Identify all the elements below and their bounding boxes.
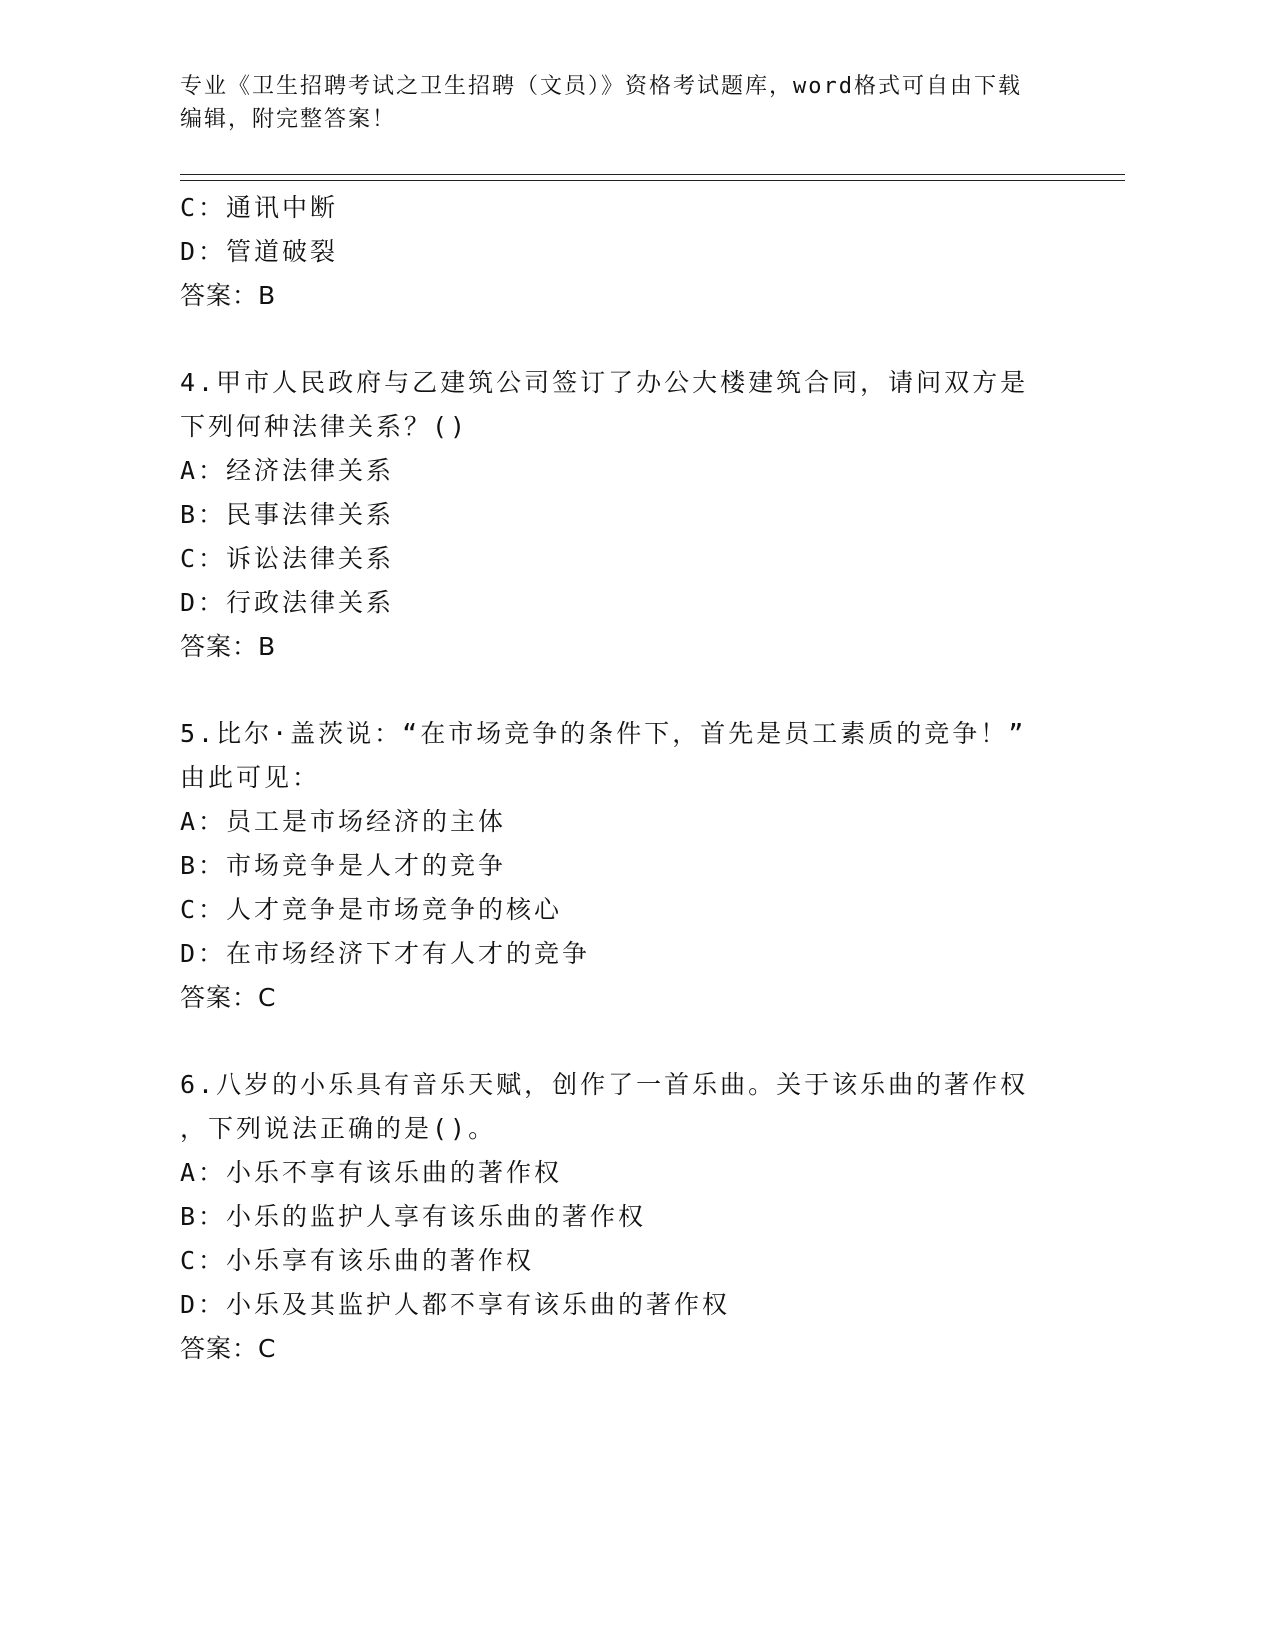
answer: 答案：B [180, 281, 277, 310]
question-text-line-1: 5.比尔·盖茨说：“在市场竞争的条件下，首先是员工素质的竞争！” [180, 719, 1027, 748]
header-line-2: 编辑，附完整答案！ [180, 107, 397, 132]
spacer [180, 318, 1080, 361]
option-d: D：行政法律关系 [180, 588, 395, 617]
answer: 答案：C [180, 983, 277, 1012]
option-c: C：小乐享有该乐曲的著作权 [180, 1246, 535, 1275]
option-a: A：员工是市场经济的主体 [180, 807, 507, 836]
question-text-line-2: ，下列说法正确的是()。 [180, 1114, 497, 1143]
answer: 答案：C [180, 1334, 277, 1363]
option-a: A：小乐不享有该乐曲的著作权 [180, 1158, 563, 1187]
option-c: C：通讯中断 [180, 193, 339, 222]
question-3-tail [180, 186, 1080, 318]
option-d: D：管道破裂 [180, 237, 339, 266]
question-list [180, 186, 1080, 1371]
option-d: D：在市场经济下才有人才的竞争 [180, 939, 591, 968]
option-c: C：诉讼法律关系 [180, 544, 395, 573]
header-divider-top [180, 174, 1125, 175]
header-divider-bottom [180, 180, 1125, 181]
question-4 [180, 361, 1080, 669]
question-text-line-1: 6.八岁的小乐具有音乐天赋，创作了一首乐曲。关于该乐曲的著作权 [180, 1070, 1029, 1099]
option-a: A：经济法律关系 [180, 456, 395, 485]
question-6 [180, 1063, 1080, 1371]
question-5 [180, 712, 1080, 1020]
document-header [180, 70, 1050, 136]
option-c: C：人才竞争是市场竞争的核心 [180, 895, 563, 924]
question-text-line-2: 由此可见： [180, 763, 321, 792]
spacer [180, 1020, 1080, 1063]
header-line-1: 专业《卫生招聘考试之卫生招聘（文员）》资格考试题库，word格式可自由下载 [180, 74, 1022, 99]
spacer [180, 669, 1080, 712]
option-b: B：市场竞争是人才的竞争 [180, 851, 507, 880]
option-d: D：小乐及其监护人都不享有该乐曲的著作权 [180, 1290, 731, 1319]
question-text-line-1: 4.甲市人民政府与乙建筑公司签订了办公大楼建筑合同，请问双方是 [180, 368, 1029, 397]
question-text-line-2: 下列何种法律关系？() [180, 412, 469, 441]
option-b: B：民事法律关系 [180, 500, 395, 529]
option-b: B：小乐的监护人享有该乐曲的著作权 [180, 1202, 647, 1231]
answer: 答案：B [180, 632, 277, 661]
